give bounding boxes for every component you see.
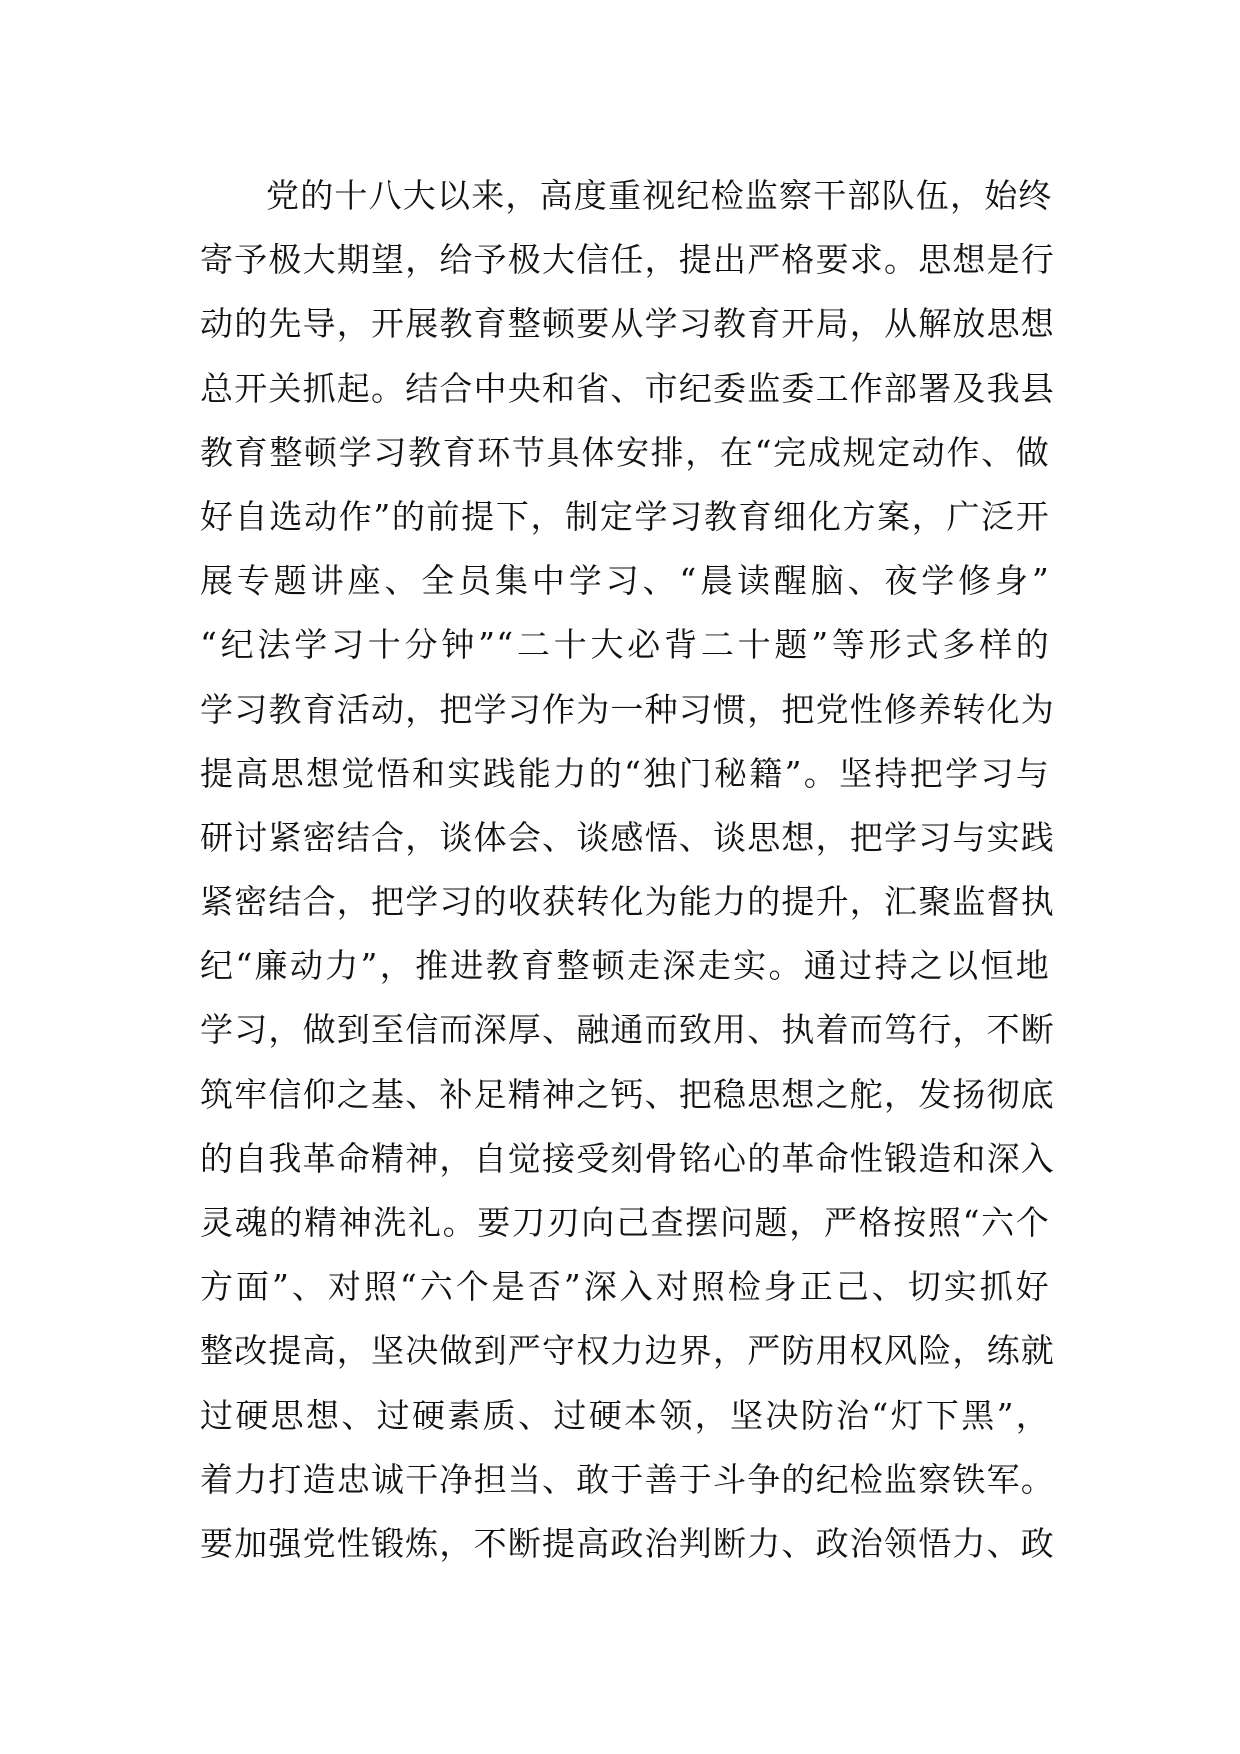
- text-line: 筑牢信仰之基、补足精神之钙、把稳思想之舵，发扬彻底: [200, 1074, 1055, 1114]
- text-line: 动的先导，开展教育整顿要从学习教育开局，从解放思想: [200, 304, 1055, 344]
- body-paragraph: [200, 164, 1055, 1576]
- text-line: 好自选动作”的前提下，制定学习教育细化方案，广泛开: [200, 496, 1050, 536]
- text-line: 党的十八大以来，高度重视纪检监察干部队伍，始终: [266, 176, 1053, 215]
- text-line: 的自我革命精神，自觉接受刻骨铭心的革命性锻造和深入: [200, 1138, 1055, 1178]
- text-line: 寄予极大期望，给予极大信任，提出严格要求。思想是行: [200, 240, 1055, 280]
- text-line: 过硬思想、过硬素质、过硬本领，坚决防治“灯下黑”，: [200, 1395, 1050, 1435]
- text-line: 总开关抓起。结合中央和省、市纪委监委工作部署及我县: [200, 368, 1055, 408]
- text-line: 提高思想觉悟和实践能力的“独门秘籍”。坚持把学习与: [200, 753, 1050, 793]
- text-line: 学习，做到至信而深厚、融通而致用、执着而笃行，不断: [200, 1010, 1055, 1050]
- text-line: 方面”、对照“六个是否”深入对照检身正己、切实抓好: [200, 1267, 1050, 1307]
- text-line: 着力打造忠诚干净担当、敢于善于斗争的纪检监察铁军。: [200, 1459, 1055, 1499]
- text-line: “纪法学习十分钟”“二十大必背二十题”等形式多样的: [200, 625, 1050, 665]
- text-line: 要加强党性锻炼，不断提高政治判断力、政治领悟力、政: [200, 1523, 1055, 1563]
- text-line: 教育整顿学习教育环节具体安排，在“完成规定动作、做: [200, 432, 1050, 472]
- text-line: 紧密结合，把学习的收获转化为能力的提升，汇聚监督执: [200, 882, 1055, 922]
- text-line: 研讨紧密结合，谈体会、谈感悟、谈思想，把学习与实践: [200, 817, 1055, 857]
- text-line: 灵魂的精神洗礼。要刀刃向己查摆问题，严格按照“六个: [200, 1203, 1050, 1242]
- text-line: 展专题讲座、全员集中学习、“晨读醒脑、夜学修身”: [200, 561, 1050, 601]
- text-line: 学习教育活动，把学习作为一种习惯，把党性修养转化为: [200, 689, 1055, 729]
- text-line: 纪“廉动力”，推进教育整顿走深走实。通过持之以恒地: [200, 946, 1050, 986]
- text-line: 整改提高，坚决做到严守权力边界，严防用权风险，练就: [200, 1331, 1055, 1371]
